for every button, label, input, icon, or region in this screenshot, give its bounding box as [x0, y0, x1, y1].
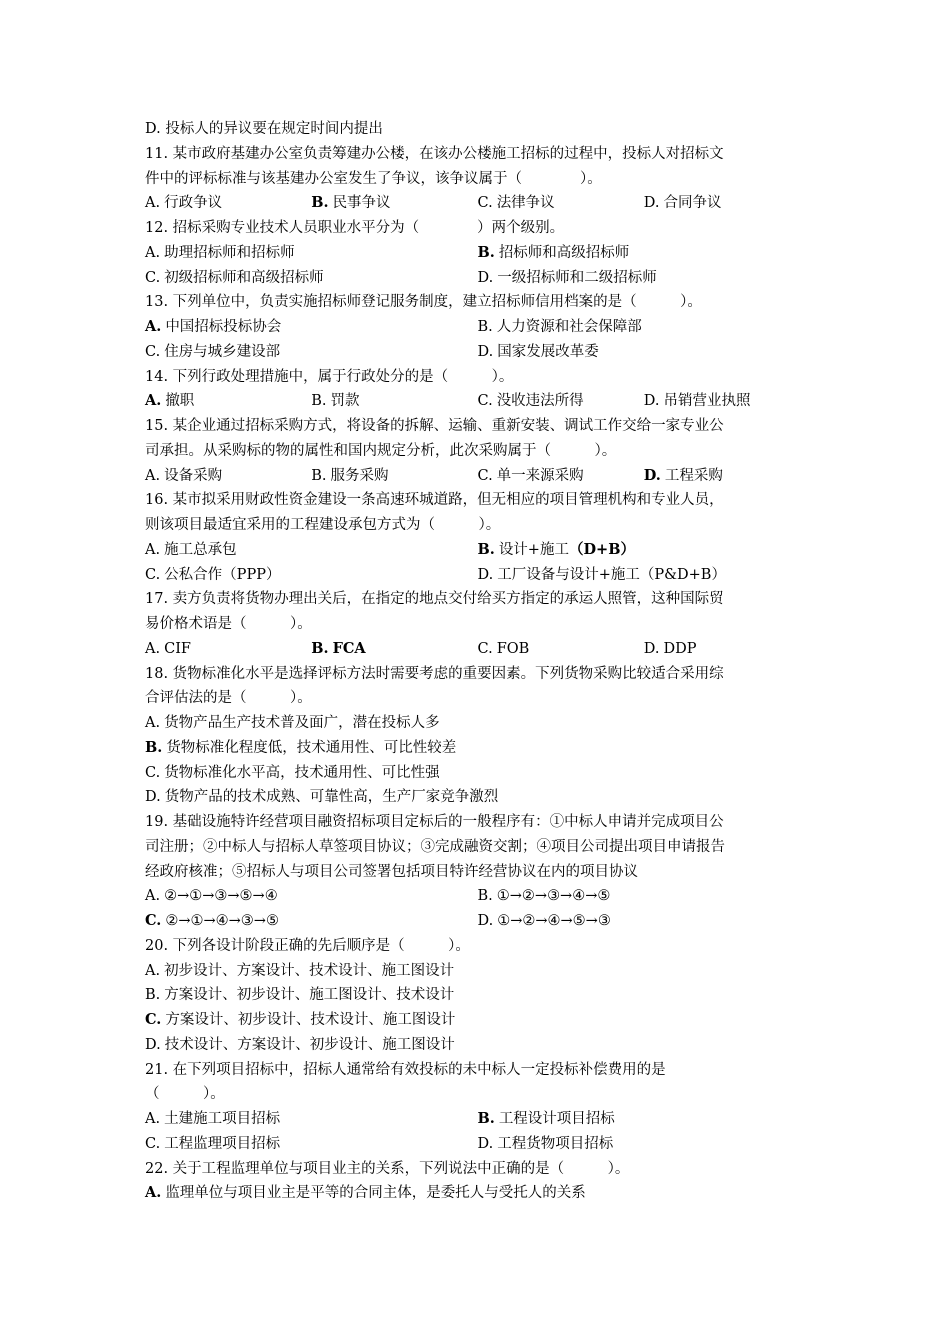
option-b [311, 389, 477, 414]
option-text: 单一来源采购 [496, 467, 584, 484]
option-text: 施工总承包 [164, 541, 237, 558]
option-text: 方案设计、初步设计、技术设计、施工图设计 [165, 1012, 456, 1028]
option-text: 服务采购 [330, 467, 389, 484]
option-d [478, 266, 811, 291]
option-letter: B. [311, 393, 327, 410]
option-text: 初步设计、方案设计、技术设计、施工图设计 [164, 962, 455, 979]
option-letter: C. [145, 1011, 162, 1028]
option-text: ①→②→③→④→⑤ [496, 888, 611, 905]
options-row [145, 637, 810, 662]
option-letter: C. [477, 393, 493, 410]
option-c [145, 1132, 478, 1157]
option-letter: C. [477, 640, 493, 657]
text-line: 则该项目最适宜采用的工程建设承包方式为（ ）。 [145, 517, 501, 533]
text-line: 17. 卖方负责将货物办理出关后，在指定的地点交付给买方指定的承运人照管，这种国际贸 [145, 591, 724, 608]
option-letter: B. [311, 467, 327, 484]
options-row [145, 389, 810, 414]
options-row [145, 909, 810, 934]
option-text: 技术设计、方案设计、初步设计、施工图设计 [164, 1036, 455, 1053]
option-a [145, 637, 311, 662]
option-d [478, 340, 811, 365]
option-a [145, 1107, 478, 1132]
option-d [644, 389, 810, 414]
option-line [145, 711, 810, 736]
option-text: 工程货物项目招标 [497, 1135, 614, 1152]
option-text: 工程监理项目招标 [164, 1135, 281, 1152]
option-letter: C. [477, 467, 493, 484]
option-line [145, 1008, 810, 1033]
option-line [145, 785, 810, 810]
option-d [478, 909, 811, 934]
option-letter: D. [643, 466, 661, 484]
text-line: 22. 关于工程监理单位与项目业主的关系，下列说法中正确的是（ ）。 [145, 1160, 630, 1177]
option-line [145, 1181, 810, 1206]
option-text: 招标师和高级招标师 [498, 244, 630, 261]
option-letter: A. [145, 962, 161, 979]
options-row [145, 315, 810, 340]
option-letter: D. [145, 789, 161, 806]
text-line: 司注册；②中标人与招标人草签项目协议；③完成融资交割；④项目公司提出项目申请报告 [145, 838, 725, 855]
option-text: 中国招标投标协会 [165, 319, 282, 335]
options-row [145, 563, 810, 588]
option-text: 货物产品的技术成熟、可靠性高，生产厂家竞争激烈 [164, 789, 499, 806]
option-text: ②→①→③→⑤→④ [164, 888, 278, 905]
option-text: 工厂设备与设计+施工（P&D+B） [497, 566, 726, 583]
option-c [478, 191, 644, 216]
option-a [145, 884, 478, 909]
option-letter: B. [145, 987, 161, 1004]
option-text: DDP [663, 640, 697, 657]
option-letter: B. [311, 194, 329, 212]
option-letter: C. [477, 195, 493, 212]
options-row [145, 266, 810, 291]
option-b [478, 241, 811, 266]
option-b [311, 637, 477, 662]
option-b [478, 315, 811, 340]
options-row [145, 1132, 810, 1157]
option-a [145, 191, 311, 216]
option-letter: D. [477, 269, 494, 286]
option-a [145, 1181, 586, 1206]
option-text: 工程采购 [664, 467, 723, 484]
option-letter: C. [145, 566, 161, 583]
options-row [145, 464, 810, 489]
option-letter: A. [145, 1184, 162, 1202]
option-c [145, 340, 478, 365]
option-text: ①→②→④→⑤→③ [497, 913, 611, 929]
option-line [145, 736, 810, 761]
option-letter: A. [145, 541, 161, 558]
option-letter: A. [145, 318, 162, 335]
text-line: 易价格术语是（ ）。 [145, 616, 312, 632]
option-letter: B. [311, 639, 329, 657]
option-text: 货物标准化程度低，技术通用性、可比性较差 [166, 739, 457, 756]
text-line: 15. 某企业通过招标采购方式，将设备的拆解、运输、重新安装、调试工作交给一家专业公 [145, 418, 724, 434]
option-text: FOB [496, 640, 530, 657]
option-letter: C. [145, 1135, 161, 1152]
option-letter: D. [477, 566, 494, 583]
text-line: 11. 某市政府基建办公室负责筹建办公楼，在该办公楼施工招标的过程中，投标人对招标文 [145, 145, 724, 162]
text-line: 14. 下列行政处理措施中，属于行政处分的是（ ）。 [145, 368, 514, 385]
option-line [145, 1033, 810, 1058]
option-letter: C. [145, 764, 161, 781]
option-a [145, 464, 311, 489]
option-letter: A. [145, 888, 161, 905]
option-a [145, 959, 454, 984]
option-c [478, 464, 644, 489]
option-b [311, 191, 477, 216]
option-c [145, 563, 478, 588]
option-d [145, 1033, 455, 1058]
option-letter: B. [477, 319, 493, 335]
text-line: 20. 下列各设计阶段正确的先后顺序是（ ）。 [145, 937, 470, 954]
text-line: 21. 在下列项目招标中，招标人通常给有效投标的未中标人一定投标补偿费用的是 [145, 1061, 666, 1078]
options-row [145, 538, 810, 563]
option-text: 土建施工项目招标 [164, 1111, 281, 1127]
options-row [145, 1107, 810, 1132]
text-line: D. 投标人的异议要在规定时间内提出 [145, 121, 383, 137]
option-letter: A. [145, 195, 161, 212]
option-text: 人力资源和社会保障部 [496, 319, 642, 335]
option-letter: B. [477, 540, 495, 558]
options-row [145, 241, 810, 266]
option-text: 住房与城乡建设部 [164, 343, 281, 360]
option-b [478, 538, 811, 563]
option-b [145, 736, 456, 761]
option-text: 货物产品生产技术普及面广，潜在投标人多 [164, 715, 440, 731]
text-line: 16. 某市拟采用财政性资金建设一条高速环城道路，但无相应的项目管理机构和专业人员， [145, 492, 724, 509]
option-letter: B. [477, 243, 495, 261]
text-line: 司承担。从采购标的物的属性和国内规定分析，此次采购属于（ ）。 [145, 442, 617, 459]
option-b [145, 983, 454, 1008]
option-text: 撤职 [165, 393, 195, 410]
option-text: 罚款 [330, 393, 360, 410]
option-b [478, 1107, 811, 1132]
option-c [478, 389, 644, 414]
options-row [145, 884, 810, 909]
option-letter: D. [477, 1135, 494, 1152]
text-line: 合评估法的是（ ）。 [145, 690, 312, 707]
option-letter: D. [145, 1036, 161, 1053]
option-letter: D. [643, 640, 660, 657]
text-line: （ ）。 [145, 1086, 225, 1103]
option-letter: A. [145, 244, 161, 261]
options-row [145, 191, 810, 216]
text-line: 19. 基础设施特许经营项目融资招标项目定标后的一般程序有：①中标人申请并完成项目公 [145, 814, 724, 830]
option-text: 初级招标师和高级招标师 [164, 269, 324, 286]
option-letter: C. [145, 269, 161, 286]
option-text: FCA [332, 639, 366, 657]
option-c [145, 266, 478, 291]
option-letter: D. [477, 913, 494, 929]
option-text: 方案设计、初步设计、施工图设计、技术设计 [164, 987, 455, 1004]
option-d [478, 563, 811, 588]
option-line [145, 959, 810, 984]
option-text: 设备采购 [164, 467, 223, 484]
option-text: 设计+施工（D+B） [498, 540, 635, 558]
text-line: 件中的评标标准与该基建办公室发生了争议，该争议属于（ ）。 [145, 170, 602, 187]
text-line: 12. 招标采购专业技术人员职业水平分为（ ）两个级别。 [145, 220, 565, 236]
text-line: 经政府核准；⑤招标人与项目公司签署包括项目特许经营协议在内的项目协议 [145, 863, 638, 880]
option-text: 公私合作（PPP） [164, 566, 281, 583]
option-text: 工程设计项目招标 [498, 1111, 615, 1127]
option-a [145, 538, 478, 563]
option-letter: D. [643, 195, 660, 212]
options-row [145, 340, 810, 365]
option-letter: C. [145, 343, 161, 360]
text-line: 13. 下列单位中，负责实施招标师登记服务制度，建立招标师信用档案的是（ ）。 [145, 294, 702, 311]
option-c [478, 637, 644, 662]
option-d [478, 1132, 811, 1157]
option-letter: D. [477, 343, 494, 360]
option-letter: A. [145, 467, 161, 484]
option-letter: B. [145, 738, 163, 756]
option-text: 合同争议 [663, 195, 722, 212]
option-text: 没收违法所得 [496, 393, 584, 410]
option-text: 货物标准化水平高，技术通用性、可比性强 [164, 764, 440, 781]
option-letter: A. [145, 392, 162, 410]
option-d [644, 191, 810, 216]
option-letter: D. [643, 393, 660, 410]
option-text: 行政争议 [164, 195, 223, 212]
option-b [311, 464, 477, 489]
option-text: 吊销营业执照 [663, 393, 751, 410]
option-letter: A. [145, 715, 161, 731]
document-page [145, 117, 810, 1206]
option-b [478, 884, 811, 909]
option-d [644, 637, 810, 662]
option-text: 民事争议 [332, 195, 391, 212]
text-line: 18. 货物标准化水平是选择评标方法时需要考虑的重要因素。下列货物采购比较适合采用综 [145, 665, 724, 682]
option-text: 助理招标师和招标师 [164, 244, 295, 261]
option-line [145, 761, 810, 786]
option-d [644, 464, 810, 489]
option-text: CIF [164, 640, 191, 657]
option-c [145, 909, 478, 934]
option-c [145, 1008, 455, 1033]
option-d [145, 785, 498, 810]
option-a [145, 711, 440, 736]
option-text: 法律争议 [496, 195, 555, 212]
option-line [145, 983, 810, 1008]
option-a [145, 241, 478, 266]
option-letter: B. [477, 1110, 495, 1127]
option-text: 一级招标师和二级招标师 [497, 269, 657, 286]
option-letter: A. [145, 640, 161, 657]
option-text: 监理单位与项目业主是平等的合同主体，是委托人与受托人的关系 [165, 1185, 586, 1202]
option-c [145, 761, 440, 786]
option-letter: B. [477, 888, 493, 905]
option-text: ②→①→④→③→⑤ [165, 913, 279, 929]
option-letter: C. [145, 912, 162, 929]
option-text: 国家发展改革委 [497, 343, 599, 360]
option-a [145, 315, 478, 340]
option-a [145, 389, 311, 414]
option-letter: A. [145, 1111, 161, 1127]
